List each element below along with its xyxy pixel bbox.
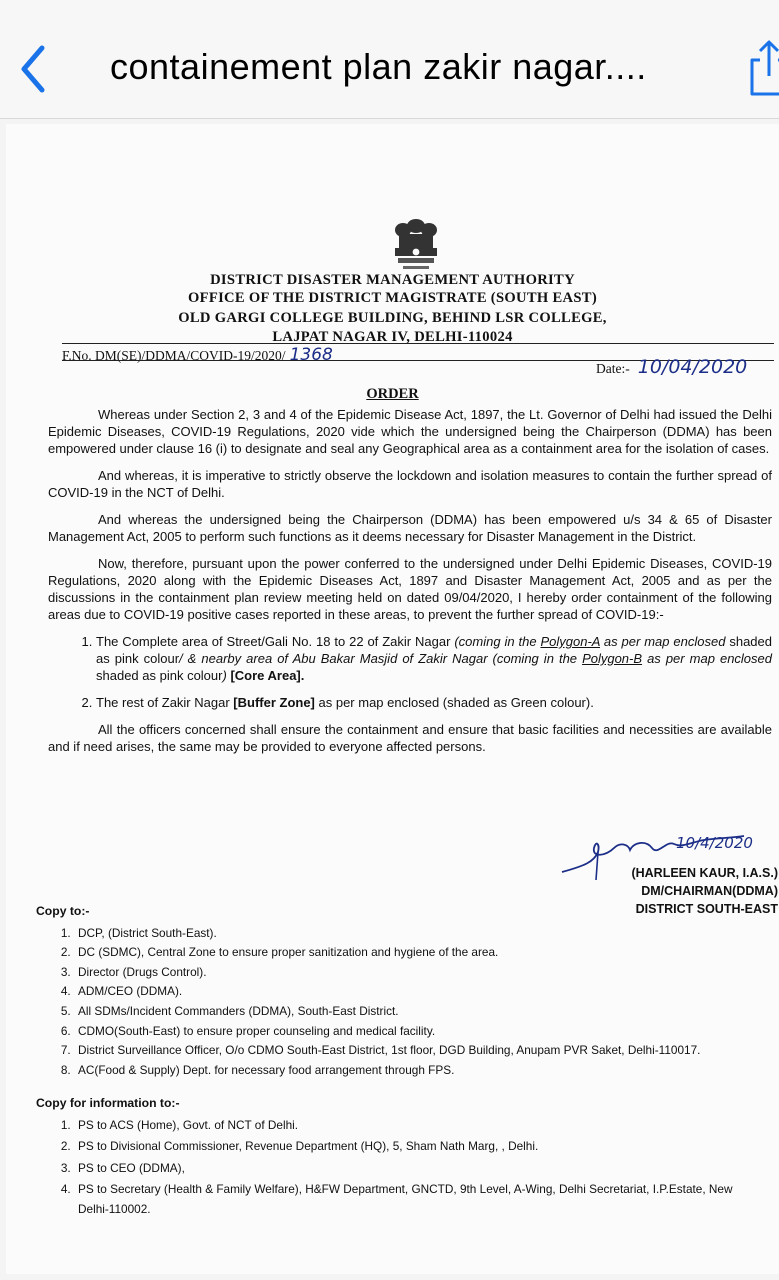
list-item: 2. DC (SDMC), Central Zone to ensure proper sanitization and hygiene of the area. [74, 943, 766, 963]
copy-for-information-heading: Copy for information to:- [36, 1096, 180, 1110]
containment-item-core: 1. The Complete area of Street/Gali No. 18 to 22 of Zakir Nagar (coming in the Polygon-A as per map enclosed shaded as pink colour/ & nearby area of Abu Bakar Masjid of Zakir Nagar (coming in the Polygon-B as per map enclosed shaded as pink colour) [Core Area]. [96, 633, 772, 684]
back-button[interactable] [14, 40, 54, 100]
list-item: 5. All SDMs/Incident Commanders (DDMA), South-East District. [74, 1002, 766, 1022]
copy-to-heading: Copy to:- [36, 904, 90, 918]
signatory-designation: DM/CHAIRMAN(DDMA) [641, 884, 778, 898]
order-date [596, 356, 747, 378]
signature-date-handwritten: 10/4/2020 [676, 834, 753, 852]
list-item: 8. AC(Food & Supply) Dept. for necessary food arrangement through FPS. [74, 1061, 766, 1081]
document-page[interactable] [6, 124, 779, 1274]
date-label: Date:- [596, 361, 630, 376]
copy-for-information-section [36, 1094, 766, 1222]
signatory-district: DISTRICT SOUTH-EAST [635, 902, 778, 916]
date-handwritten: 10/04/2020 [637, 356, 748, 378]
paragraph-2: And whereas, it is imperative to strictly observe the lockdown and isolation measures to contain the further spread of COVID-19 in the NCT of Delhi. [48, 468, 772, 500]
top-nav-bar [0, 0, 779, 119]
list-item: 2. PS to Divisional Commissioner, Revenue Department (HQ), 5, Sham Nath Marg, , Delhi. [74, 1137, 766, 1157]
closing-paragraph: All the officers concerned shall ensure the containment and ensure that basic facilities and necessities are available and if need arises, the same may be provided to everyone affected persons. [48, 722, 772, 754]
containment-list [48, 633, 772, 711]
list-item: 1. PS to ACS (Home), Govt. of NCT of Delhi. [74, 1116, 766, 1136]
header-line-1: DISTRICT DISASTER MANAGEMENT AUTHORITY [210, 272, 575, 288]
share-icon [742, 38, 779, 98]
list-item: 3. Director (Drugs Control). [74, 963, 766, 983]
share-button[interactable] [742, 38, 779, 98]
header-line-4: LAJPAT NAGAR IV, DELHI-110024 [272, 329, 513, 345]
national-emblem-icon [383, 210, 449, 276]
copy-to-list [36, 924, 766, 1081]
header-line-3: OLD GARGI COLLEGE BUILDING, BEHIND LSR COLLEGE, [178, 310, 607, 326]
header-line-2: OFFICE OF THE DISTRICT MAGISTRATE (SOUTH EAST) [188, 290, 597, 306]
file-number-handwritten: 1368 [289, 345, 333, 365]
list-item: 4. PS to Secretary (Health & Family Welfare), H&FW Department, GNCTD, 9th Level, A-Wing, Delhi Secretariat, I.P.Estate, New Delhi-110002. [74, 1180, 766, 1219]
order-title: ORDER [366, 386, 419, 402]
order-body [48, 406, 772, 765]
paragraph-4: Now, therefore, pursuant upon the power conferred to the undersigned under Delhi Epidemic Diseases, COVID-19 Regulations, 2020 along with the Epidemic Diseases Act, 1897 and Disaster Management Act, 2005 and as per the discussions in the containment plan review meeting held on dated 09/04/2020, I hereby order containment of the following areas due to COVID-19 positive cases reported in these areas, to prevent the further spread of COVID-19:- [48, 556, 772, 622]
list-item: 1. DCP, (District South-East). [74, 924, 766, 944]
list-item: 3. PS to CEO (DDMA), [74, 1159, 766, 1179]
paragraph-1: Whereas under Section 2, 3 and 4 of the Epidemic Disease Act, 1897, the Lt. Governor of Delhi had issued the Delhi Epidemic Diseases, COVID-19 Regulations, 2020 vide which the undersigned being the Chairperson (DDMA) has been empowered under clause 16 (i) to designate and seal any Geographical area as a containment area for the isolation of cases. [48, 407, 772, 456]
signatory-name: (HARLEEN KAUR, I.A.S.) [631, 866, 778, 880]
copy-for-information-list [36, 1116, 766, 1220]
list-item: 7. District Surveillance Officer, O/o CDMO South-East District, 1st floor, DGD Building, Anupam PVR Saket, Delhi-110017. [74, 1041, 766, 1061]
header-divider [62, 343, 774, 344]
list-item: 6. CDMO(South-East) to ensure proper counseling and medical facility. [74, 1022, 766, 1042]
list-item: 4. ADM/CEO (DDMA). [74, 982, 766, 1002]
document-title: containement plan zakir nagar.... [110, 46, 647, 87]
chevron-left-icon [14, 40, 54, 100]
copy-to-section [36, 902, 766, 1080]
file-number-text: F.No. DM(SE)/DDMA/COVID-19/2020/ [62, 348, 286, 363]
paragraph-3: And whereas the undersigned being the Chairperson (DDMA) has been empowered u/s 34 & 65 of Disaster Management Act, 2005 to perform such functions as it deems necessary for Disaster Management in the District. [48, 512, 772, 544]
containment-item-buffer: 2. The rest of Zakir Nagar [Buffer Zone] as per map enclosed (shaded as Green colour). [96, 694, 772, 711]
file-number [62, 345, 333, 365]
